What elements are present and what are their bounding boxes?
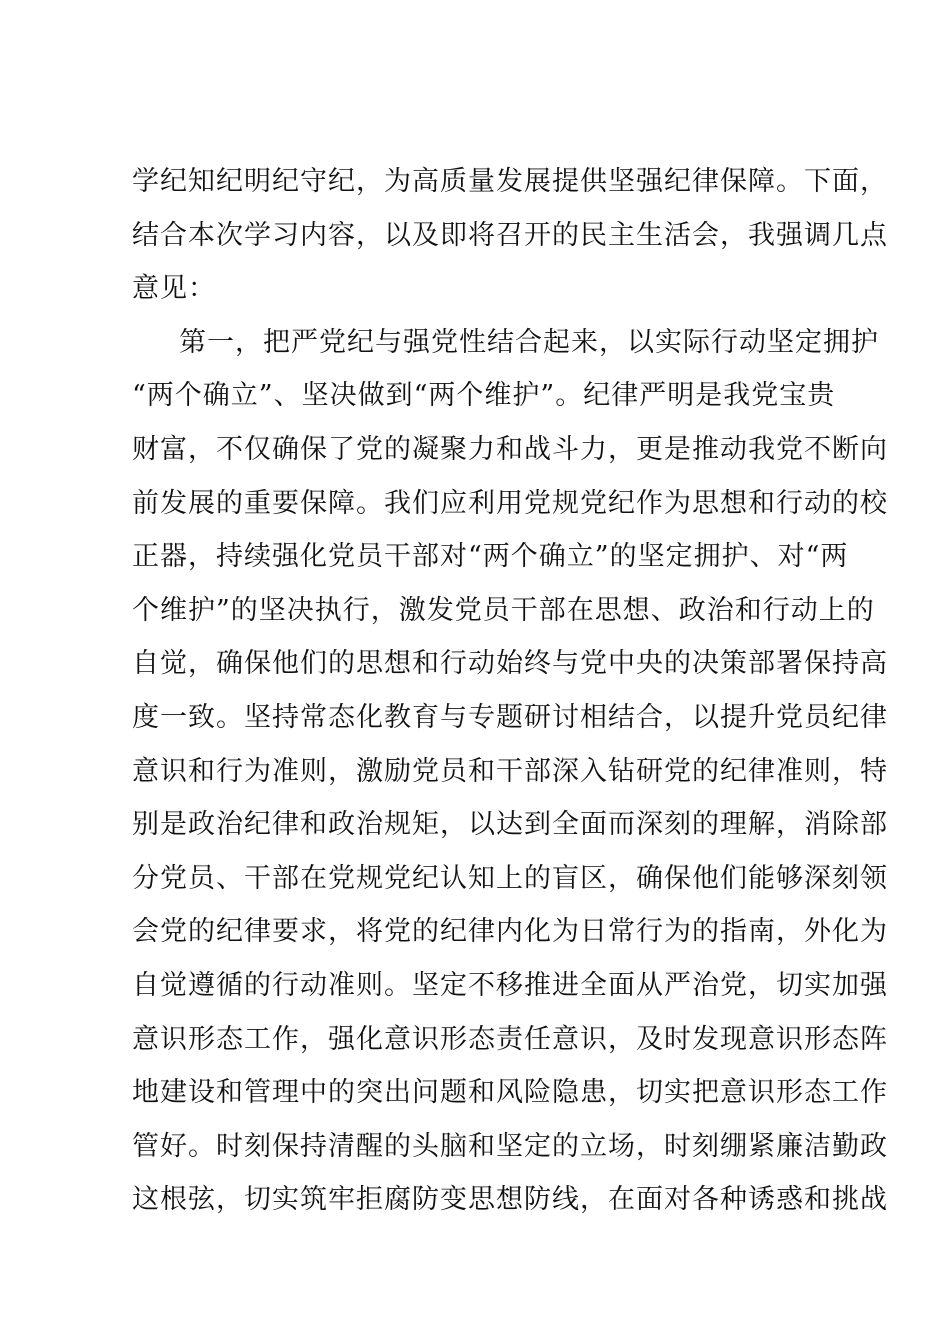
text-line: 这根弦，切实筑牢拒腐防变思想防线，在面对各种诱惑和挑战 — [132, 1184, 888, 1216]
text-line: 度一致。坚持常态化教育与专题研讨相结合，以提升党员纪律 — [132, 701, 888, 733]
text-line: 意见： — [132, 273, 216, 305]
text-line: 学纪知纪明纪守纪，为高质量发展提供坚强纪律保障。下面， — [132, 166, 888, 197]
text-line: 自觉，确保他们的思想和行动始终与党中央的决策部署保持高 — [132, 648, 888, 680]
text-line: 地建设和管理中的突出问题和风险隐患，切实把意识形态工作 — [132, 1077, 888, 1109]
text-line: 财富，不仅确保了党的凝聚力和战斗力，更是推动我党不断向 — [132, 433, 888, 465]
text-line: 前发展的重要保障。我们应利用党规党纪作为思想和行动的校 — [132, 487, 888, 519]
text-line: “两个确立”、坚决做到“两个维护”。纪律严明是我党宝贵 — [132, 380, 836, 412]
text-line: 别是政治纪律和政治规矩，以达到全面而深刻的理解，消除部 — [132, 809, 888, 841]
text-line: 结合本次学习内容，以及即将召开的民主生活会，我强调几点 — [132, 219, 888, 251]
text-line: 自觉遵循的行动准则。坚定不移推进全面从严治党，切实加强 — [132, 969, 888, 1001]
text-line: 个维护”的坚决执行，激发党员干部在思想、政治和行动上的 — [132, 594, 875, 626]
text-line: 分党员、干部在党规党纪认知上的盲区，确保他们能够深刻领 — [132, 862, 888, 894]
paragraph-first-line: 第一，把严党纪与强党性结合起来，以实际行动坚定拥护 — [179, 326, 879, 358]
body-text — [132, 155, 888, 1227]
text-line: 管好。时刻保持清醒的头脑和坚定的立场，时刻绷紧廉洁勤政 — [132, 1130, 888, 1162]
text-line: 意识形态工作，强化意识形态责任意识，及时发现意识形态阵 — [132, 1023, 888, 1055]
text-line: 意识和行为准则，激励党员和干部深入钻研党的纪律准则，特 — [132, 755, 888, 787]
text-line: 正器，持续强化党员干部对“两个确立”的坚定拥护、对“两 — [132, 541, 849, 573]
text-line: 会党的纪律要求，将党的纪律内化为日常行为的指南，外化为 — [132, 916, 888, 948]
